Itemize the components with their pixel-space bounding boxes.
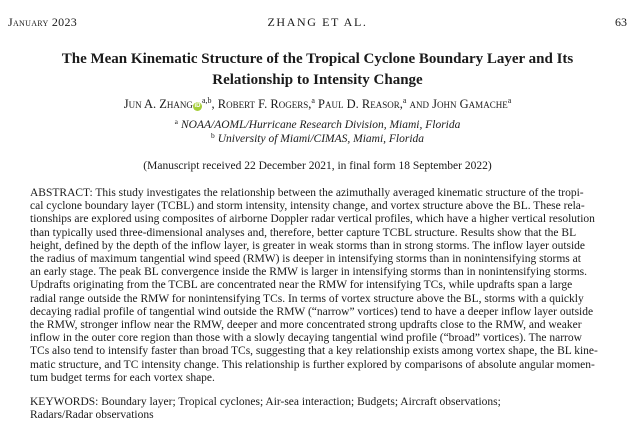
and-word: and bbox=[409, 97, 430, 111]
affiliation-b bbox=[0, 133, 635, 145]
abstract-line: the RMW, stronger inflow near the RMW, deeper and more concentrated strong updrafts close to the RMW, and weaker bbox=[30, 319, 582, 332]
author-2-affil: a bbox=[311, 96, 315, 105]
page-number: 63 bbox=[615, 15, 627, 29]
abstract-line: ABSTRACT: This study investigates the relationship between the azimuthally averaged kinematic structure of the tropi- bbox=[30, 187, 584, 199]
author-3: Paul D. Reasor, bbox=[318, 97, 403, 111]
author-3-affil: a bbox=[402, 96, 407, 105]
affiliation-a-mark: a bbox=[174, 117, 178, 126]
abstract-line: decaying radial profile of tangential wind outside the RMW (“narrow” vortices) tend to have a deeper inflow layer outside bbox=[30, 305, 594, 318]
abstract-line: an early stage. The peak BL convergence inside the RMW is larger in intensifying storms than in nonintensifying storms. bbox=[30, 266, 588, 279]
running-header bbox=[8, 15, 627, 31]
abstract-line: Updrafts originating from the TCBL are concentrated near the RMW for intensifying TCs, while updrafts span a large bbox=[30, 279, 573, 292]
author-4: John Gamache bbox=[432, 97, 508, 111]
paper-title bbox=[40, 49, 595, 91]
author-1-affil: a,b bbox=[201, 96, 212, 105]
abstract-line: inflow in the outer core region than those with a slowly decaying tangential wind profile (“broad” vortices). The narrow bbox=[30, 332, 582, 345]
abstract-line: height, defined by the depth of the inflow layer, is greater in weak storms than in strong storms. The inflow layer outside bbox=[30, 239, 586, 252]
keywords-line-1: KEYWORDS: Boundary layer; Tropical cyclones; Air-sea interaction; Budgets; Aircraft observations; bbox=[30, 396, 501, 408]
abstract-line: matic structure, and TC intensity change. This relationship is further explored by comparisons of absolute angular momen- bbox=[30, 358, 595, 371]
author-list: Jun A. Zhang iD$^{a,b}$, Robert F. Rogers,$^a$ Paul D. Reasor,$^a$ and John Gamache$^a$ bbox=[123, 96, 512, 111]
abstract-line: tum budget terms for each vortex shape. bbox=[30, 371, 215, 384]
author-4-affil: a bbox=[507, 96, 512, 105]
issue-date: January 2023 bbox=[8, 15, 78, 29]
abstract bbox=[30, 187, 598, 385]
keywords bbox=[30, 396, 593, 422]
abstract-line: the radius of maximum tangential wind speed (RMW) is deeper in intensifying storms than in nonintensifying storms at bbox=[30, 253, 581, 266]
affiliation-a-text: NOAA/AOML/Hurricane Research Division, Miami, Florida bbox=[180, 119, 461, 131]
abstract-line: TCs also tend to intensify faster than broad TCs, suggesting that a key relationship exists among vortex shape, the BL kine- bbox=[30, 345, 598, 358]
abstract-line: than typically used three-dimensional analyses and, therefore, better capture TCBL structure. Results show that the BL bbox=[30, 226, 577, 239]
title-line-2: Relationship to Intensity Change bbox=[212, 72, 423, 88]
abstract-line: tionships are explored using composites of airborne Doppler radar vertical profiles, which have a higher vertical resolution bbox=[30, 213, 595, 226]
abstract-line: cal cyclone boundary layer (TCBL) and storm intensity, intensity change, and vortex structure above the BL. These rela- bbox=[30, 200, 585, 213]
affiliation-a bbox=[0, 119, 635, 131]
affiliation-b-mark: b bbox=[210, 131, 215, 140]
keywords-line-2: Radars/Radar observations bbox=[30, 409, 154, 422]
orcid-icon[interactable]: iD bbox=[194, 103, 201, 109]
title-line-1: The Mean Kinematic Structure of the Tropical Cyclone Boundary Layer and Its bbox=[61, 51, 574, 67]
running-authors: ZHANG ET AL. bbox=[267, 15, 368, 29]
author-2: Robert F. Rogers, bbox=[217, 97, 312, 111]
author-1: Jun A. Zhang bbox=[123, 97, 193, 111]
abstract-line: radial range outside the RMW for nonintensifying TCs. In terms of vortex structure above the BL, storms with a quickly bbox=[30, 292, 584, 305]
manuscript-dates: (Manuscript received 22 December 2021, in final form 18 September 2022) bbox=[143, 160, 492, 172]
affiliation-b-text: University of Miami/CIMAS, Miami, Florida bbox=[217, 133, 425, 145]
